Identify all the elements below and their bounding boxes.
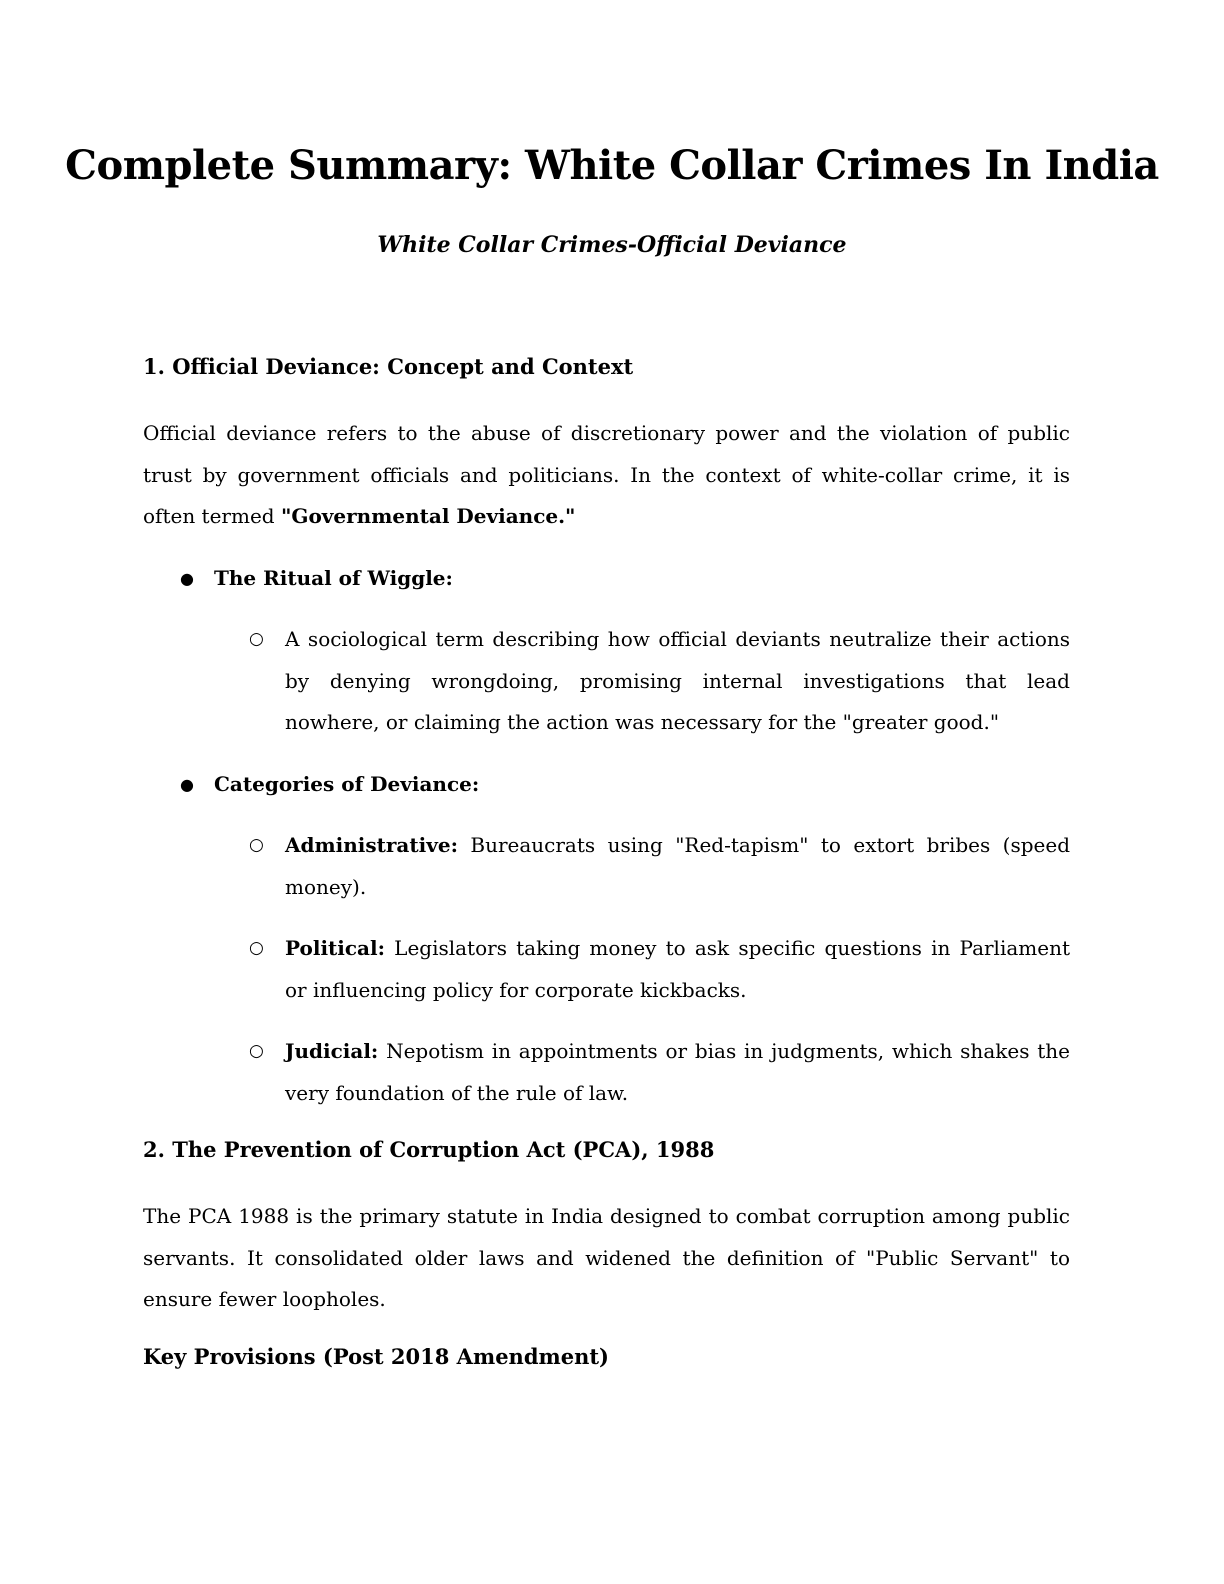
sub-bullet-icon: ○ <box>249 835 264 855</box>
sub-bullet-icon: ○ <box>249 1041 264 1061</box>
list-item <box>143 825 1070 908</box>
document-title: Complete Summary: White Collar Crimes In India <box>65 142 1159 189</box>
bullet-label-ritual-of-wiggle: The Ritual of Wiggle: <box>214 565 453 590</box>
section-1-intro <box>143 413 1070 538</box>
section-2-subheading: Key Provisions (Post 2018 Amendment) <box>143 1343 609 1369</box>
sub-item-text: A sociological term describing how official deviants neutralize their actions by denying wrongdoing, promising internal investigations that lead nowhere, or claiming the action was necessary for the "greater good." <box>285 627 1070 734</box>
sub-item-text: Nepotism in appointments or bias in judgments, which shakes the very foundation of the rule of law. <box>285 1039 1070 1105</box>
sub-bullet-icon: ○ <box>249 938 264 958</box>
list-item <box>143 764 1070 806</box>
document-body <box>143 351 1070 1373</box>
list-item <box>143 1031 1070 1114</box>
sub-item-label-administrative: Administrative: <box>285 833 458 857</box>
list-item <box>143 558 1070 600</box>
bullet-icon: ● <box>180 774 194 794</box>
section-1-intro-bold: "Governmental Deviance." <box>280 504 576 528</box>
list-item <box>143 928 1070 1011</box>
document-subtitle: White Collar Crimes-Official Deviance <box>377 232 847 258</box>
section-1-heading: 1. Official Deviance: Concept and Context <box>143 354 634 379</box>
sub-item-text: Bureaucrats using "Red-tapism" to extort bribes (speed money). <box>285 833 1070 899</box>
sub-item-label-judicial: Judicial: <box>285 1039 379 1063</box>
section-2-body: The PCA 1988 is the primary statute in India designed to combat corruption among public servants. It consolidated older laws and widened the definition of "Public Servant" to ensure fewer loopholes. <box>143 1204 1070 1311</box>
sub-bullet-icon: ○ <box>249 629 264 649</box>
section-1-intro-text: Official deviance refers to the abuse of discretionary power and the violation of public trust by government officials and politicians. In the context of white-collar crime, it is often termed <box>143 421 1070 528</box>
sub-item-label-political: Political: <box>285 936 385 960</box>
sub-item-text: Legislators taking money to ask specific questions in Parliament or influencing policy for corporate kickbacks. <box>285 936 1070 1002</box>
bullet-label-categories: Categories of Deviance: <box>214 771 480 796</box>
section-2-heading: 2. The Prevention of Corruption Act (PCA), 1988 <box>143 1137 715 1162</box>
list-item <box>143 619 1070 744</box>
bullet-icon: ● <box>180 568 194 588</box>
